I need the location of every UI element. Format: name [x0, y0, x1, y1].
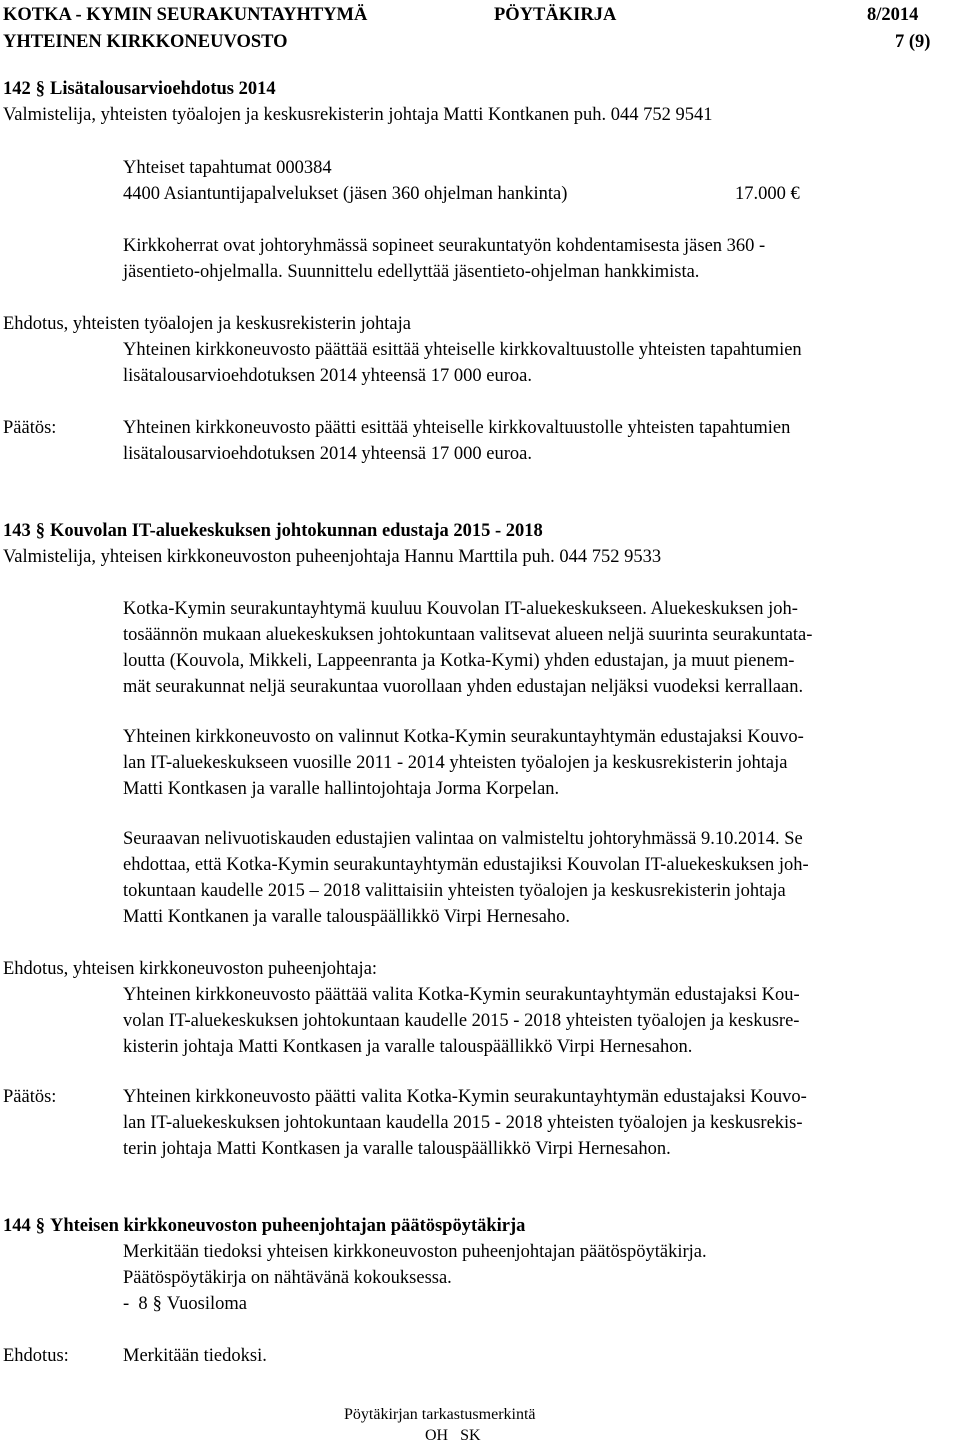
section-143-para3-line: Matti Kontkanen ja varalle talouspäällikkö Virpi Hernesaho.	[123, 907, 571, 927]
section-143-para3-line: ehdottaa, että Kotka-Kymin seurakuntayhtymän edustajiksi Kouvolan IT-aluekeskuksen joh-	[123, 855, 809, 875]
section-142-text-line: Kirkkoherrat ovat johtoryhmässä sopineet seurakuntatyön kohdentamisesta jäsen 360 -	[123, 236, 766, 256]
section-143-decision-label: Päätös:	[3, 1087, 57, 1107]
bullet-dash: -	[123, 1294, 130, 1314]
header-org: KOTKA - KYMIN SEURAKUNTAYHTYMÄ	[3, 5, 368, 25]
section-143-preparer: Valmistelija, yhteisen kirkkoneuvoston puheenjohtaja Hannu Marttila puh. 044 752 9533	[3, 547, 662, 567]
section-143-para2-line: Matti Kontkasen ja varalle hallintojohtaja Jorma Korpelan.	[123, 779, 560, 799]
header-number: 8/2014	[867, 5, 919, 25]
section-number: 143	[3, 521, 31, 541]
footer-label: Pöytäkirjan tarkastusmerkintä	[344, 1406, 536, 1423]
section-sign: §	[35, 521, 45, 541]
section-142-proposal-label: Ehdotus, yhteisten työalojen ja keskusrekisterin johtaja	[3, 314, 411, 334]
section-144-proposal: Merkitään tiedoksi.	[123, 1346, 267, 1366]
section-144-proposal-label: Ehdotus:	[3, 1346, 69, 1366]
section-143-para1-line: mät seurakunnat neljä seurakuntaa vuorollaan yhden edustajan neljäksi vuodeksi kerrallaan.	[123, 677, 804, 697]
section-142-preparer: Valmistelija, yhteisten työalojen ja keskusrekisterin johtaja Matti Kontkanen puh. 044 752 9541	[3, 105, 713, 125]
section-number: 144	[3, 1216, 31, 1236]
section-143-decision-line: lan IT-aluekeskuksen johtokuntaan kaudella 2015 - 2018 yhteisten työalojen ja keskusrekis-	[123, 1113, 803, 1133]
section-143-para2-line: Yhteinen kirkkoneuvosto on valinnut Kotka-Kymin seurakuntayhtymän edustajaksi Kouvo-	[123, 727, 804, 747]
section-142-proposal-line: lisätalousarvioehdotuksen 2014 yhteensä 17 000 euroa.	[123, 366, 532, 386]
section-143-proposal-line: Yhteinen kirkkoneuvosto päättää valita Kotka-Kymin seurakuntayhtymän edustajaksi Kou-	[123, 985, 800, 1005]
section-144-text-line: Merkitään tiedoksi yhteisen kirkkoneuvoston puheenjohtajan päätöspöytäkirja.	[123, 1242, 707, 1262]
section-142-proposal-line: Yhteinen kirkkoneuvosto päättää esittää yhteiselle kirkkovaltuustolle yhteisten tapahtumien	[123, 340, 802, 360]
header-doc-type: PÖYTÄKIRJA	[494, 5, 617, 25]
section-143-proposal-line: volan IT-aluekeskuksen johtokuntaan kaudelle 2015 - 2018 yhteisten työalojen ja keskusre-	[123, 1011, 800, 1031]
section-143-para2-line: lan IT-aluekeskukseen vuosille 2011 - 2014 yhteisten työalojen ja keskusrekisterin johtaja	[123, 753, 788, 773]
section-143-para3-line: tokuntaan kaudelle 2015 – 2018 valittaisiin yhteisten työalojen ja keskusrekisterin johtaja	[123, 881, 786, 901]
section-142-text-line: jäsentieto-ohjelmalla. Suunnittelu edellyttää jäsentieto-ohjelman hankkimista.	[123, 262, 700, 282]
section-142-event: Yhteiset tapahtumat 000384	[123, 158, 332, 178]
section-143-para3-line: Seuraavan nelivuotiskauden edustajien valintaa on valmisteltu johtoryhmässä 9.10.2014. Se	[123, 829, 803, 849]
footer-initials: OH SK	[425, 1427, 481, 1444]
section-144-title	[3, 1213, 525, 1240]
section-143-proposal-line: kisterin johtaja Matti Kontkasen ja varalle talouspäällikkö Virpi Hernesahon.	[123, 1037, 693, 1057]
section-sign: §	[35, 1216, 45, 1236]
section-sign: §	[35, 79, 45, 99]
section-143-title	[3, 518, 543, 545]
section-143-para1-line: tosäännön mukaan aluekeskuksen johtokuntaan valitsevat alueen neljä suurinta seurakuntata-	[123, 625, 813, 645]
section-142-decision-label: Päätös:	[3, 418, 57, 438]
section-144-text-line: Päätöspöytäkirja on nähtävänä kokouksessa.	[123, 1268, 452, 1288]
section-142-title	[3, 76, 276, 103]
section-144-bullet	[123, 1291, 945, 1318]
section-143-decision-line: Yhteinen kirkkoneuvosto päätti valita Kotka-Kymin seurakuntayhtymän edustajaksi Kouvo-	[123, 1087, 807, 1107]
header-body: YHTEINEN KIRKKONEUVOSTO	[3, 32, 288, 52]
bullet-number: 8	[138, 1294, 148, 1314]
bullet-sign: §	[152, 1294, 162, 1314]
section-number: 142	[3, 79, 31, 99]
section-title: Lisätalousarvioehdotus 2014	[50, 79, 276, 99]
section-title: Kouvolan IT-aluekeskuksen johtokunnan edustaja 2015 - 2018	[50, 521, 543, 541]
section-142-decision-line: Yhteinen kirkkoneuvosto päätti esittää yhteiselle kirkkovaltuustolle yhteisten tapahtumien	[123, 418, 791, 438]
section-143-proposal-label: Ehdotus, yhteisen kirkkoneuvoston puheenjohtaja:	[3, 959, 378, 979]
section-142-decision-line: lisätalousarvioehdotuksen 2014 yhteensä 17 000 euroa.	[123, 444, 532, 464]
bullet-text: Vuosiloma	[166, 1294, 248, 1314]
section-142-amount: 17.000 €	[735, 184, 800, 204]
section-143-para1-line: loutta (Kouvola, Mikkeli, Lappeenranta ja Kotka-Kymi) yhden edustajan, ja muut pienem-	[123, 651, 795, 671]
section-142-item: 4400 Asiantuntijapalvelukset (jäsen 360 ohjelman hankinta)	[123, 184, 568, 204]
header-page: 7 (9)	[895, 32, 931, 52]
section-143-para1-line: Kotka-Kymin seurakuntayhtymä kuuluu Kouvolan IT-aluekeskukseen. Aluekeskuksen joh-	[123, 599, 798, 619]
section-143-decision-line: terin johtaja Matti Kontkasen ja varalle talouspäällikkö Virpi Hernesahon.	[123, 1139, 671, 1159]
section-title: Yhteisen kirkkoneuvoston puheenjohtajan päätöspöytäkirja	[50, 1216, 526, 1236]
